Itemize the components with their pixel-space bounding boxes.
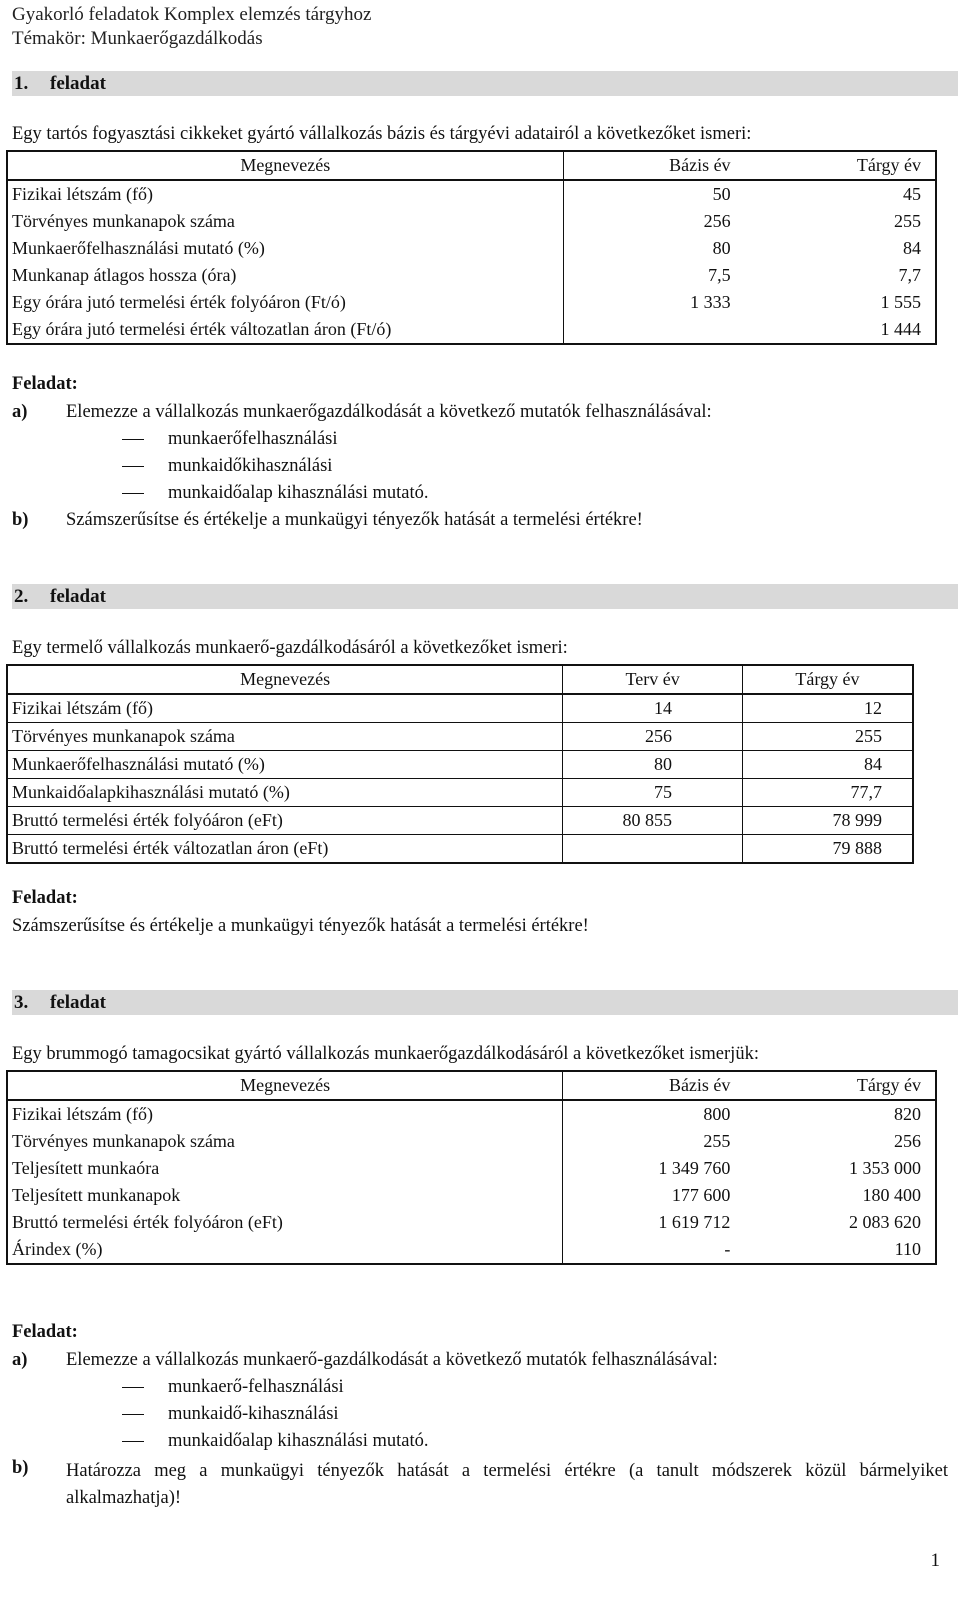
table-cell: 78 999 xyxy=(742,807,913,835)
col-header: Terv év xyxy=(563,665,743,694)
table-cell: Fizikai létszám (fő) xyxy=(12,184,153,204)
task2-title: feladat xyxy=(50,586,106,607)
task1-b-text: Számszerűsítse és értékelje a munkaügyi tényezők hatását a termelési értékre! xyxy=(66,510,643,530)
list-item-text: munkaerő-felhasználási xyxy=(168,1377,344,1397)
dash-icon xyxy=(122,466,144,467)
table-header-row xyxy=(7,1071,936,1100)
table-cell: 1 349 760 xyxy=(563,1155,743,1182)
table-cell: Munkaerőfelhasználási mutató (%) xyxy=(7,751,563,779)
table-cell: 255 xyxy=(742,723,913,751)
list-item xyxy=(122,456,332,477)
table-cell: 80 xyxy=(563,751,743,779)
table-row xyxy=(7,807,913,835)
dash-icon xyxy=(122,1414,144,1415)
table-row xyxy=(7,751,913,779)
col-header: Megnevezés xyxy=(7,151,563,180)
task1-b-label: b) xyxy=(12,510,29,530)
task3-a-text: Elemezze a vállalkozás munkaerő-gazdálkodását a következő mutatók felhasználásával: xyxy=(66,1350,718,1370)
doc-title: Gyakorló feladatok Komplex elemzés tárgyhoz xyxy=(12,4,372,25)
task2-text: Számszerűsítse és értékelje a munkaügyi tényezők hatását a termelési értékre! xyxy=(12,916,589,936)
list-item xyxy=(122,429,338,450)
table-cell: 110 xyxy=(894,1239,921,1259)
table-cell: - xyxy=(563,1236,743,1264)
table-cell: 84 xyxy=(742,751,913,779)
page-number: 1 xyxy=(930,1550,940,1571)
task3-number: 3. xyxy=(14,992,29,1013)
table-cell: Egy órára jutó termelési érték változatlan áron (Ft/ó) xyxy=(12,319,392,339)
table-cell: 12 xyxy=(742,694,913,723)
table-cell: 45 xyxy=(903,184,921,204)
col-header: Bázis év xyxy=(563,151,742,180)
task2-intro: Egy termelő vállalkozás munkaerő-gazdálkodásáról a következőket ismeri: xyxy=(12,638,568,658)
task3-heading xyxy=(12,990,958,1015)
dash-icon xyxy=(122,1441,144,1442)
list-item-text: munkaerőfelhasználási xyxy=(168,429,338,449)
dash-icon xyxy=(122,1387,144,1388)
col-header: Bázis év xyxy=(563,1071,743,1100)
table-cell: 255 xyxy=(894,211,921,231)
table-row xyxy=(7,1236,936,1264)
table-row xyxy=(7,235,936,262)
table-cell xyxy=(563,835,743,864)
task1-intro: Egy tartós fogyasztási cikkeket gyártó vállalkozás bázis és tárgyévi adatairól a következőket ismeri: xyxy=(12,124,752,144)
table-header-row xyxy=(7,151,936,180)
dash-icon xyxy=(122,493,144,494)
table-cell: 79 888 xyxy=(742,835,913,864)
table-cell: 7,7 xyxy=(898,265,921,285)
table-header-row xyxy=(7,665,913,694)
table-cell: 50 xyxy=(563,180,742,208)
task2-feladat-label: Feladat: xyxy=(12,888,78,908)
table-row xyxy=(7,208,936,235)
table-row xyxy=(7,1128,936,1155)
table-cell: Munkaerőfelhasználási mutató (%) xyxy=(12,238,265,258)
table-cell: 256 xyxy=(563,208,742,235)
table-cell: 84 xyxy=(903,238,921,258)
task3-b-text: Határozza meg a munkaügyi tényezők hatását a termelési értékre (a tanult módszerek közül bármelyiket alkalmazhatja)! xyxy=(66,1461,948,1508)
table-row xyxy=(7,694,913,723)
table-cell: Árindex (%) xyxy=(12,1239,103,1259)
table-row xyxy=(7,1182,936,1209)
table-cell: 1 333 xyxy=(563,289,742,316)
task3-intro: Egy brummogó tamagocsikat gyártó vállalkozás munkaerőgazdálkodásáról a következőket ismerjük: xyxy=(12,1044,759,1064)
table-cell: 7,5 xyxy=(563,262,742,289)
table-cell: 255 xyxy=(563,1128,743,1155)
task2-heading xyxy=(12,584,958,609)
table-cell: Törvényes munkanapok száma xyxy=(12,211,235,231)
col-header: Megnevezés xyxy=(7,665,563,694)
dash-icon xyxy=(122,439,144,440)
task3-title: feladat xyxy=(50,992,106,1013)
task3-table xyxy=(6,1070,937,1265)
table-row xyxy=(7,316,936,344)
task2-number: 2. xyxy=(14,586,29,607)
table-row xyxy=(7,723,913,751)
task1-feladat-label: Feladat: xyxy=(12,374,78,394)
table-cell: 80 xyxy=(563,235,742,262)
table-cell: 256 xyxy=(894,1131,921,1151)
task3-a-label: a) xyxy=(12,1350,28,1370)
table-cell: 75 xyxy=(563,779,743,807)
list-item-text: munkaidőkihasználási xyxy=(168,456,333,476)
table-cell: Fizikai létszám (fő) xyxy=(7,694,563,723)
table-cell: 77,7 xyxy=(742,779,913,807)
table-row xyxy=(7,180,936,208)
col-header: Megnevezés xyxy=(7,1071,563,1100)
table-cell: Egy órára jutó termelési érték folyóáron (Ft/ó) xyxy=(12,292,346,312)
table-cell: Munkanap átlagos hossza (óra) xyxy=(12,265,237,285)
task1-a-label: a) xyxy=(12,402,28,422)
list-item-text: munkaidőalap kihasználási mutató. xyxy=(168,1431,429,1451)
task1-heading xyxy=(12,71,958,96)
task3-b-label: b) xyxy=(12,1458,29,1478)
table-cell: 177 600 xyxy=(563,1182,743,1209)
table-cell: 1 555 xyxy=(880,292,921,312)
table-cell: 180 400 xyxy=(862,1185,921,1205)
table-row xyxy=(7,835,913,864)
table-cell: 1 353 000 xyxy=(849,1158,921,1178)
task1-number: 1. xyxy=(14,73,29,94)
task1-a-text: Elemezze a vállalkozás munkaerőgazdálkodását a következő mutatók felhasználásával: xyxy=(66,402,712,422)
task3-feladat-label: Feladat: xyxy=(12,1322,78,1342)
table-cell: Bruttó termelési érték folyóáron (eFt) xyxy=(7,807,563,835)
list-item-text: munkaidőalap kihasználási mutató. xyxy=(168,483,429,503)
table-row xyxy=(7,262,936,289)
table-cell: 1 444 xyxy=(880,319,921,339)
table-cell: 80 855 xyxy=(563,807,743,835)
table-cell: 14 xyxy=(563,694,743,723)
list-item xyxy=(122,483,428,504)
task1-table xyxy=(6,150,937,345)
task2-table xyxy=(6,664,914,864)
table-cell: Munkaidőalapkihasználási mutató (%) xyxy=(7,779,563,807)
col-header: Tárgy év xyxy=(742,665,913,694)
table-cell: 2 083 620 xyxy=(849,1212,921,1232)
table-cell xyxy=(563,316,742,344)
table-cell: 800 xyxy=(563,1100,743,1128)
table-cell: Törvényes munkanapok száma xyxy=(12,1131,235,1151)
table-row xyxy=(7,1209,936,1236)
table-cell: Fizikai létszám (fő) xyxy=(12,1104,153,1124)
list-item xyxy=(122,1404,339,1425)
table-cell: 820 xyxy=(894,1104,921,1124)
table-cell: Bruttó termelési érték változatlan áron (eFt) xyxy=(7,835,563,864)
list-item-text: munkaidő-kihasználási xyxy=(168,1404,339,1424)
task1-title: feladat xyxy=(50,73,106,94)
table-cell: 256 xyxy=(563,723,743,751)
table-row xyxy=(7,289,936,316)
table-cell: Teljesített munkanapok xyxy=(12,1185,181,1205)
table-cell: Teljesített munkaóra xyxy=(12,1158,160,1178)
table-row xyxy=(7,1100,936,1128)
table-row xyxy=(7,1155,936,1182)
list-item xyxy=(122,1377,344,1398)
table-cell: 1 619 712 xyxy=(563,1209,743,1236)
col-header: Tárgy év xyxy=(742,1071,936,1100)
col-header: Tárgy év xyxy=(743,151,936,180)
list-item xyxy=(122,1431,428,1452)
table-cell: Törvényes munkanapok száma xyxy=(7,723,563,751)
table-row xyxy=(7,779,913,807)
table-cell: Bruttó termelési érték folyóáron (eFt) xyxy=(12,1212,283,1232)
doc-topic: Témakör: Munkaerőgazdálkodás xyxy=(12,28,263,49)
